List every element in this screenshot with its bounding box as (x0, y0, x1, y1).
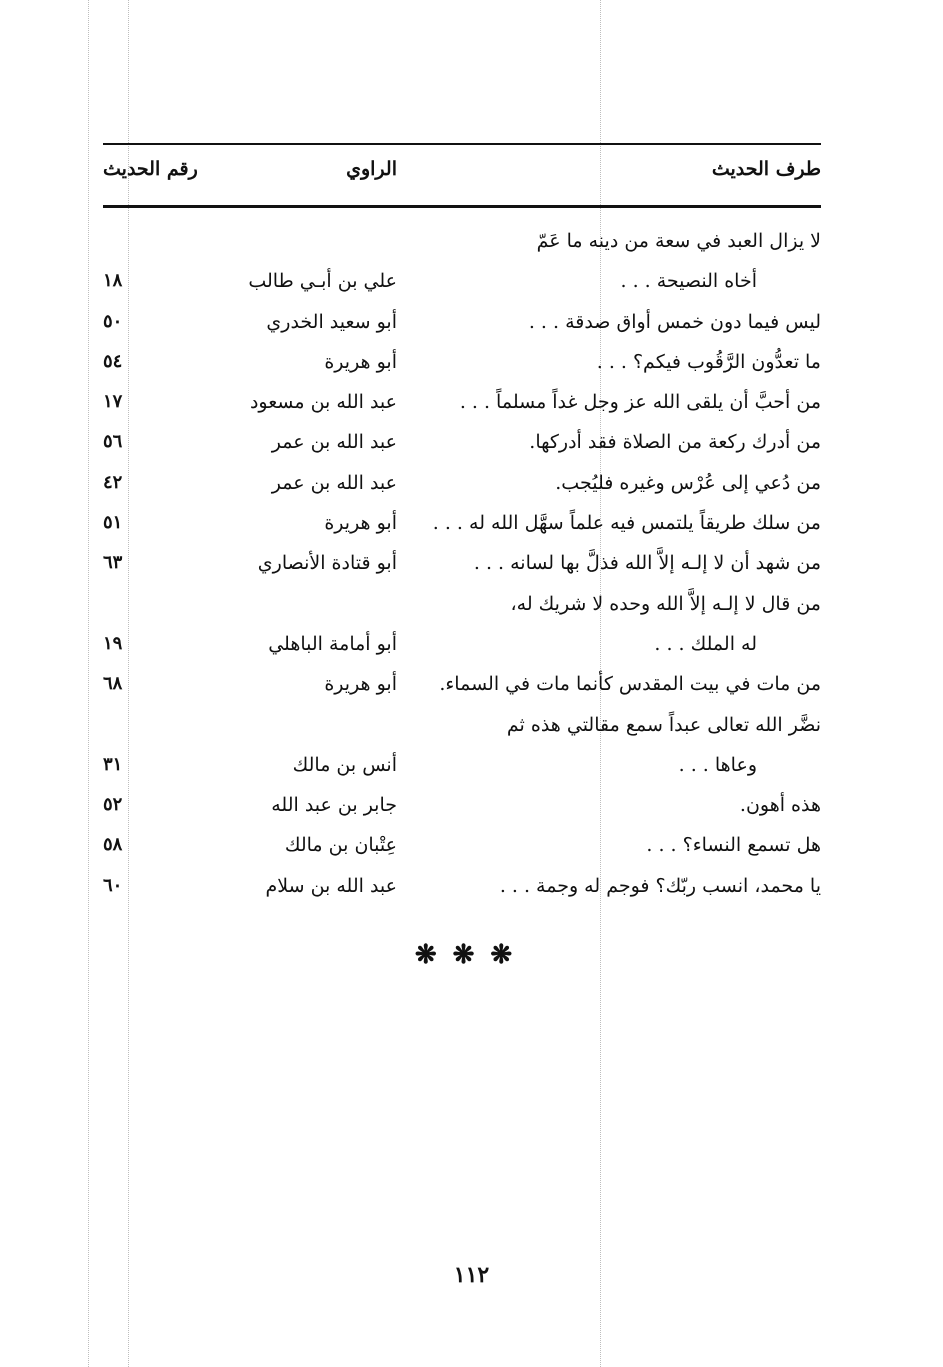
narrator-name: جابر بن عبد الله (271, 794, 397, 817)
section-separator: ❋❋❋ (414, 940, 529, 970)
narrator-name: علي بن أبـي طالب (248, 270, 397, 293)
header-narrator: الراوي (346, 158, 397, 180)
table-row (103, 464, 821, 504)
hadith-number: ٥٢ (103, 794, 123, 816)
table-header (103, 150, 821, 200)
hadith-number: ٥٤ (103, 350, 123, 372)
table-row (103, 303, 821, 343)
table-row (103, 423, 821, 463)
narrator-name: عبد الله بن عمر (271, 471, 397, 494)
table-row (103, 222, 821, 262)
hadith-number: ١٩ (103, 632, 123, 654)
table-row (103, 786, 821, 826)
table-row (103, 262, 821, 302)
hadith-text: من سلك طريقاً يلتمس فيه علماً سهَّل الله له . . . (432, 512, 821, 535)
hadith-text: من دُعي إلى عُرْس وغيره فليُجب. (555, 471, 821, 494)
hadith-text: من أحبَّ أن يلقى الله عز وجل غداً مسلماً . . . (459, 391, 821, 414)
table-row (103, 826, 821, 866)
hadith-text: من شهد أن لا إلـه إلاَّ الله فذلَّ بها لسانه . . . (473, 552, 821, 575)
hadith-text: يا محمد، انسب ربّك؟ فوجم له وجمة . . . (499, 874, 821, 897)
hadith-text: من مات في بيت المقدس كأنما مات في السماء. (439, 673, 821, 696)
table-row (103, 625, 821, 665)
hadith-number: ٦٨ (103, 673, 123, 695)
narrator-name: عبد الله بن سلام (265, 874, 397, 897)
hadith-text: له الملك . . . (654, 632, 757, 655)
hadith-number: ١٧ (103, 391, 123, 413)
top-rule (103, 143, 821, 145)
table-row (103, 504, 821, 544)
hadith-number: ٦٣ (103, 552, 123, 574)
hadith-number: ٤٢ (103, 471, 123, 493)
hadith-text: من أدرك ركعة من الصلاة فقد أدركها. (529, 431, 821, 454)
hadith-text: نضَّر الله تعالى عبداً سمع مقالتي هذه ثم (506, 713, 821, 736)
hadith-text: ليس فيما دون خمس أواق صدقة . . . (528, 310, 821, 333)
scan-dots-left (88, 0, 89, 1367)
narrator-name: عبد الله بن مسعود (249, 391, 397, 414)
hadith-text: ما تعدُّون الرَّقُوب فيكم؟ . . . (596, 350, 821, 373)
narrator-name: عِتْبان بن مالك (284, 834, 397, 857)
table-row (103, 706, 821, 746)
hadith-text: لا يزال العبد في سعة من دينه ما عَمّ (536, 230, 821, 252)
table-row (103, 746, 821, 786)
narrator-name: أبو هريرة (324, 673, 397, 696)
hadith-number: ١٨ (103, 270, 123, 292)
header-hadith: طرف الحديث (711, 158, 821, 180)
table-row (103, 665, 821, 705)
hadith-number: ٥٦ (103, 431, 123, 453)
narrator-name: أبو قتادة الأنصاري (257, 552, 397, 575)
narrator-name: أبو هريرة (324, 512, 397, 535)
header-number: رقم الحديث (103, 158, 198, 180)
narrator-name: أبو هريرة (324, 350, 397, 373)
table-row (103, 585, 821, 625)
hadith-text: وعاها . . . (678, 753, 757, 776)
narrator-name: عبد الله بن عمر (271, 431, 397, 454)
hadith-text: هذه أهون. (739, 794, 821, 817)
table-row (103, 867, 821, 907)
hadith-text: أخاه النصيحة . . . (620, 270, 757, 293)
narrator-name: أبو أمامة الباهلي (268, 632, 397, 655)
hadith-number: ٣١ (103, 753, 123, 775)
narrator-name: أنس بن مالك (292, 753, 397, 776)
table-row (103, 544, 821, 584)
hadith-number: ٥٠ (103, 310, 123, 332)
hadith-text: هل تسمع النساء؟ . . . (646, 834, 821, 857)
page-number: ١١٢ (453, 1262, 490, 1288)
hadith-number: ٥٨ (103, 834, 123, 856)
table-row (103, 383, 821, 423)
hadith-text: من قال لا إلـه إلاَّ الله وحده لا شريك له، (510, 592, 821, 615)
hadith-number: ٦٠ (103, 874, 123, 896)
narrator-name: أبو سعيد الخدري (266, 310, 397, 333)
hadith-number: ٥١ (103, 512, 123, 534)
table-row (103, 343, 821, 383)
hadith-index-table (103, 222, 821, 907)
header-rule (103, 205, 821, 208)
